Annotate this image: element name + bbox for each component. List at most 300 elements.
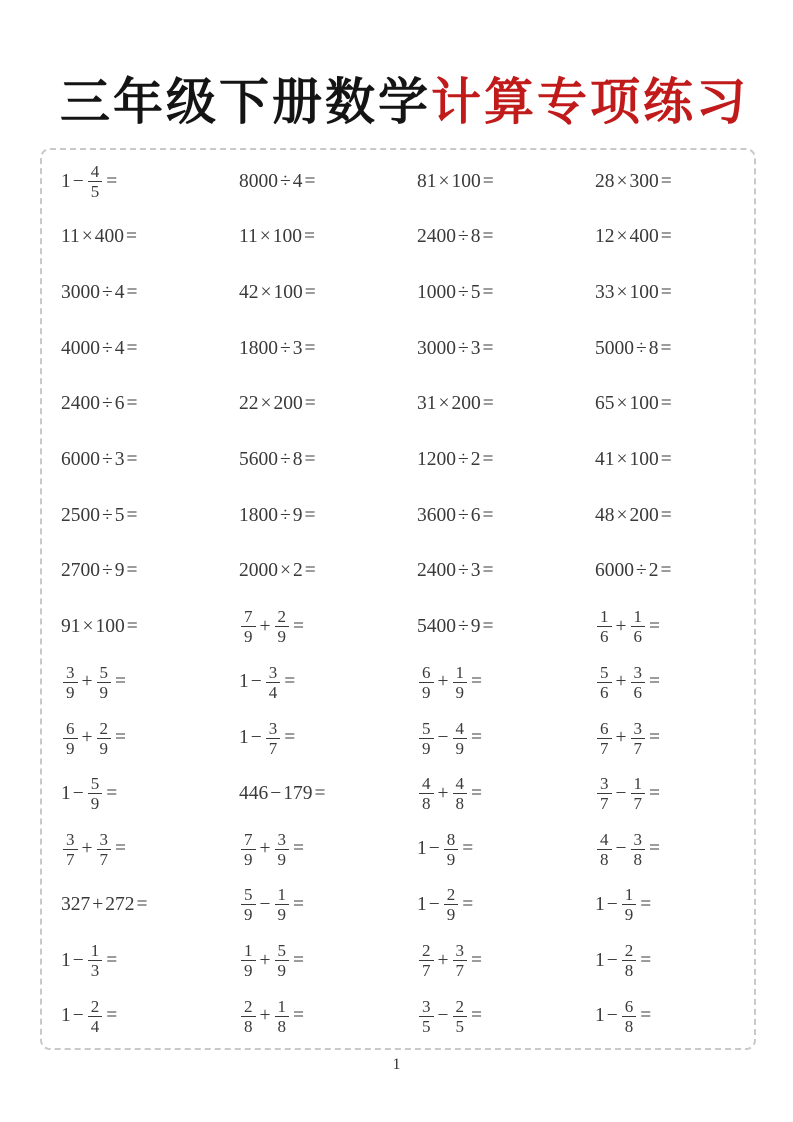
fraction: $\frac{3}{6}$ bbox=[631, 663, 646, 702]
math-token: + bbox=[259, 949, 271, 971]
problem-cell bbox=[42, 265, 220, 321]
fraction: $\frac{2}{8}$ bbox=[241, 997, 256, 1036]
math-token: 446 bbox=[239, 782, 269, 804]
math-token: + bbox=[92, 893, 104, 915]
math-token: 1 bbox=[239, 671, 249, 693]
problem-cell bbox=[398, 822, 576, 878]
math-token: × bbox=[260, 282, 272, 304]
math-token: = bbox=[482, 226, 494, 248]
problem-cell bbox=[220, 321, 398, 377]
math-token: = bbox=[304, 226, 316, 248]
fraction: $\frac{3}{7}$ bbox=[453, 941, 468, 980]
fraction: $\frac{5}{9}$ bbox=[275, 941, 290, 980]
math-token: 100 bbox=[273, 282, 303, 304]
math-token: 100 bbox=[629, 448, 659, 470]
math-token: ÷ bbox=[102, 393, 113, 415]
fraction: $\frac{4}{9}$ bbox=[453, 719, 468, 758]
math-token: − bbox=[606, 1005, 618, 1027]
math-token: 3 bbox=[292, 337, 303, 359]
math-token: 5400 bbox=[417, 615, 456, 637]
math-token: = bbox=[649, 727, 660, 749]
problem-cell bbox=[576, 933, 754, 989]
math-token: 41 bbox=[595, 448, 615, 470]
title-part-red: 计算专项练习 bbox=[431, 73, 749, 130]
math-token: ÷ bbox=[458, 282, 469, 304]
math-token: ÷ bbox=[280, 170, 291, 192]
problem-cell bbox=[220, 822, 398, 878]
math-token: + bbox=[81, 671, 93, 693]
fraction: $\frac{7}{9}$ bbox=[241, 607, 256, 646]
math-token: 100 bbox=[629, 282, 659, 304]
problem-cell bbox=[398, 543, 576, 599]
math-token: = bbox=[106, 170, 118, 192]
math-token: = bbox=[126, 393, 138, 415]
math-token: 400 bbox=[94, 226, 125, 248]
fraction: $\frac{5}{6}$ bbox=[597, 663, 612, 702]
math-token: 2700 bbox=[61, 560, 100, 582]
fraction: $\frac{5}{9}$ bbox=[241, 885, 256, 924]
math-token: + bbox=[81, 838, 93, 860]
math-token: − bbox=[615, 838, 627, 860]
math-token: ÷ bbox=[458, 337, 469, 359]
math-token: = bbox=[649, 838, 660, 860]
math-token: 9 bbox=[292, 504, 303, 526]
math-token: + bbox=[259, 838, 271, 860]
math-token: 2400 bbox=[417, 560, 456, 582]
math-token: + bbox=[437, 782, 449, 804]
math-token: 4000 bbox=[61, 337, 100, 359]
fraction: $\frac{3}{7}$ bbox=[266, 719, 281, 758]
math-token: = bbox=[471, 949, 482, 971]
math-token: 1 bbox=[61, 949, 71, 971]
problem-cell bbox=[398, 377, 576, 433]
math-token: − bbox=[72, 782, 84, 804]
math-token: 4 bbox=[114, 337, 125, 359]
math-token: = bbox=[293, 838, 304, 860]
math-token: 1 bbox=[595, 1005, 605, 1027]
math-token: − bbox=[250, 671, 262, 693]
math-token: = bbox=[106, 949, 118, 971]
math-token: 81 bbox=[417, 170, 437, 192]
math-token: = bbox=[482, 393, 494, 415]
math-token: 2 bbox=[648, 560, 659, 582]
math-token: × bbox=[438, 393, 450, 415]
math-token: 6 bbox=[470, 504, 481, 526]
math-token: = bbox=[482, 504, 494, 526]
title-part-black: 三年级下册数学 bbox=[60, 73, 431, 130]
math-token: 327 bbox=[61, 893, 91, 915]
problem-cell bbox=[576, 154, 754, 210]
problem-cell bbox=[398, 265, 576, 321]
problem-cell bbox=[220, 210, 398, 266]
problem-cell bbox=[220, 710, 398, 766]
math-token: 1 bbox=[61, 782, 71, 804]
fraction: $\frac{2}{9}$ bbox=[97, 719, 112, 758]
math-token: × bbox=[82, 615, 94, 637]
math-token: 2400 bbox=[417, 226, 456, 248]
problem-cell bbox=[398, 655, 576, 711]
math-token: = bbox=[660, 337, 672, 359]
math-token: = bbox=[284, 671, 296, 693]
math-token: = bbox=[314, 782, 326, 804]
math-token: 9 bbox=[114, 560, 125, 582]
problem-cell bbox=[220, 265, 398, 321]
math-token: − bbox=[259, 893, 271, 915]
math-token: = bbox=[462, 893, 474, 915]
problem-cell bbox=[42, 933, 220, 989]
fraction: $\frac{3}{8}$ bbox=[631, 830, 646, 869]
math-token: 2000 bbox=[239, 560, 278, 582]
fraction: $\frac{1}{6}$ bbox=[597, 607, 612, 646]
math-token: 48 bbox=[595, 504, 615, 526]
math-token: ÷ bbox=[102, 448, 113, 470]
math-token: = bbox=[106, 782, 118, 804]
math-token: × bbox=[81, 226, 93, 248]
math-token: − bbox=[72, 170, 84, 192]
math-token: = bbox=[304, 282, 316, 304]
problem-cell bbox=[42, 154, 220, 210]
problem-cell bbox=[576, 988, 754, 1044]
problem-cell bbox=[220, 154, 398, 210]
math-token: 1 bbox=[595, 949, 605, 971]
math-token: = bbox=[660, 170, 672, 192]
problem-cell bbox=[576, 488, 754, 544]
math-token: 2400 bbox=[61, 393, 100, 415]
fraction: $\frac{8}{9}$ bbox=[444, 830, 459, 869]
math-token: 4 bbox=[114, 282, 125, 304]
math-token: ÷ bbox=[280, 448, 291, 470]
math-token: ÷ bbox=[458, 504, 469, 526]
fraction: $\frac{6}{7}$ bbox=[597, 719, 612, 758]
math-token: ÷ bbox=[458, 226, 469, 248]
math-token: = bbox=[304, 448, 316, 470]
math-token: = bbox=[482, 560, 494, 582]
problem-cell bbox=[42, 822, 220, 878]
math-token: 179 bbox=[283, 782, 313, 804]
fraction: $\frac{1}{9}$ bbox=[622, 885, 637, 924]
math-token: 3 bbox=[470, 560, 481, 582]
fraction: $\frac{3}{7}$ bbox=[631, 719, 646, 758]
problem-cell bbox=[576, 599, 754, 655]
math-token: 1800 bbox=[239, 337, 278, 359]
math-token: × bbox=[616, 448, 628, 470]
math-token: 1 bbox=[417, 893, 427, 915]
math-token: ÷ bbox=[280, 504, 291, 526]
math-token: = bbox=[293, 1005, 304, 1027]
math-token: × bbox=[616, 170, 628, 192]
math-token: 91 bbox=[61, 615, 81, 637]
math-token: 42 bbox=[239, 282, 259, 304]
fraction: $\frac{4}{8}$ bbox=[419, 774, 434, 813]
math-token: ÷ bbox=[102, 337, 113, 359]
math-token: 2 bbox=[293, 560, 303, 582]
math-token: − bbox=[437, 1005, 449, 1027]
math-token: 5600 bbox=[239, 448, 278, 470]
math-token: − bbox=[428, 838, 440, 860]
problem-cell bbox=[576, 265, 754, 321]
fraction: $\frac{5}{9}$ bbox=[88, 774, 103, 813]
math-token: = bbox=[126, 448, 138, 470]
problem-cell bbox=[42, 432, 220, 488]
math-token: 272 bbox=[105, 893, 135, 915]
fraction: $\frac{1}{9}$ bbox=[241, 941, 256, 980]
problem-cell bbox=[398, 599, 576, 655]
math-token: = bbox=[126, 282, 138, 304]
problem-cell bbox=[42, 655, 220, 711]
math-token: 1000 bbox=[417, 282, 456, 304]
math-token: 8 bbox=[470, 226, 481, 248]
fraction: $\frac{1}{3}$ bbox=[88, 941, 103, 980]
fraction: $\frac{1}{9}$ bbox=[275, 885, 290, 924]
fraction: $\frac{2}{5}$ bbox=[453, 997, 468, 1036]
problem-cell bbox=[220, 377, 398, 433]
fraction: $\frac{3}{4}$ bbox=[266, 663, 281, 702]
problem-cell bbox=[576, 822, 754, 878]
math-token: = bbox=[126, 560, 138, 582]
math-token: 5 bbox=[470, 282, 481, 304]
math-token: × bbox=[280, 560, 291, 582]
math-token: 3600 bbox=[417, 504, 456, 526]
math-token: 1 bbox=[239, 727, 249, 749]
math-token: + bbox=[615, 671, 627, 693]
fraction: $\frac{7}{9}$ bbox=[241, 830, 256, 869]
math-token: 200 bbox=[451, 393, 481, 415]
math-token: 400 bbox=[629, 226, 659, 248]
math-token: ÷ bbox=[102, 282, 113, 304]
math-token: 100 bbox=[451, 170, 481, 192]
math-token: 4 bbox=[292, 170, 303, 192]
math-token: 3000 bbox=[417, 337, 456, 359]
math-token: = bbox=[304, 504, 316, 526]
problem-cell bbox=[42, 766, 220, 822]
math-token: 5 bbox=[114, 504, 125, 526]
fraction: $\frac{6}{8}$ bbox=[622, 997, 637, 1036]
math-token: − bbox=[428, 893, 440, 915]
math-token: 2500 bbox=[61, 504, 100, 526]
math-token: 3 bbox=[114, 448, 125, 470]
math-token: + bbox=[615, 615, 627, 637]
math-token: = bbox=[304, 170, 316, 192]
math-token: = bbox=[660, 226, 672, 248]
fraction: $\frac{6}{9}$ bbox=[419, 663, 434, 702]
math-token: − bbox=[72, 1005, 84, 1027]
math-token: 31 bbox=[417, 393, 437, 415]
math-token: 3 bbox=[470, 337, 481, 359]
problem-cell bbox=[220, 599, 398, 655]
math-token: = bbox=[471, 727, 482, 749]
math-token: 1 bbox=[595, 893, 605, 915]
math-token: = bbox=[126, 226, 138, 248]
problem-cell bbox=[220, 766, 398, 822]
fraction: $\frac{3}{5}$ bbox=[419, 997, 434, 1036]
math-token: 8000 bbox=[239, 170, 278, 192]
problems-grid bbox=[42, 150, 754, 1048]
problem-cell bbox=[398, 710, 576, 766]
math-token: = bbox=[649, 671, 660, 693]
math-token: = bbox=[115, 671, 126, 693]
math-token: 6 bbox=[114, 393, 125, 415]
fraction: $\frac{3}{7}$ bbox=[63, 830, 78, 869]
math-token: + bbox=[81, 727, 93, 749]
math-token: × bbox=[438, 170, 450, 192]
math-token: = bbox=[126, 615, 138, 637]
fraction: $\frac{1}{7}$ bbox=[631, 774, 646, 813]
problem-cell bbox=[220, 543, 398, 599]
math-token: − bbox=[250, 727, 262, 749]
problem-cell bbox=[220, 655, 398, 711]
problem-cell bbox=[576, 210, 754, 266]
math-token: 11 bbox=[61, 226, 80, 248]
problem-cell bbox=[398, 488, 576, 544]
fraction: $\frac{1}{8}$ bbox=[275, 997, 290, 1036]
fraction: $\frac{3}{7}$ bbox=[97, 830, 112, 869]
math-token: = bbox=[660, 504, 672, 526]
math-token: = bbox=[462, 838, 474, 860]
problem-cell bbox=[576, 877, 754, 933]
math-token: 200 bbox=[629, 504, 659, 526]
problem-cell bbox=[576, 321, 754, 377]
math-token: 8 bbox=[292, 448, 303, 470]
math-token: = bbox=[660, 448, 672, 470]
problem-cell bbox=[576, 543, 754, 599]
math-token: × bbox=[616, 226, 628, 248]
math-token: = bbox=[304, 560, 316, 582]
math-token: ÷ bbox=[102, 504, 113, 526]
math-token: = bbox=[649, 615, 660, 637]
problem-cell bbox=[398, 210, 576, 266]
fraction: $\frac{2}{7}$ bbox=[419, 941, 434, 980]
problem-cell bbox=[42, 543, 220, 599]
math-token: 3000 bbox=[61, 282, 100, 304]
math-token: ÷ bbox=[636, 337, 647, 359]
problems-panel bbox=[40, 148, 756, 1050]
math-token: − bbox=[72, 949, 84, 971]
math-token: = bbox=[660, 560, 672, 582]
math-token: ÷ bbox=[458, 448, 469, 470]
fraction: $\frac{2}{9}$ bbox=[275, 607, 290, 646]
problem-cell bbox=[576, 377, 754, 433]
problem-cell bbox=[220, 988, 398, 1044]
math-token: × bbox=[616, 504, 628, 526]
math-token: = bbox=[304, 337, 316, 359]
problem-cell bbox=[42, 710, 220, 766]
math-token: 100 bbox=[272, 226, 303, 248]
page-number: 1 bbox=[392, 1056, 401, 1073]
math-token: 1 bbox=[417, 838, 427, 860]
math-token: 1200 bbox=[417, 448, 456, 470]
math-token: 5000 bbox=[595, 337, 634, 359]
math-token: × bbox=[616, 393, 628, 415]
problem-cell bbox=[42, 599, 220, 655]
math-token: = bbox=[649, 782, 660, 804]
math-token: 6000 bbox=[595, 560, 634, 582]
fraction: $\frac{4}{8}$ bbox=[453, 774, 468, 813]
fraction: $\frac{1}{6}$ bbox=[631, 607, 646, 646]
math-token: = bbox=[640, 949, 652, 971]
problem-cell bbox=[220, 933, 398, 989]
problem-cell bbox=[398, 432, 576, 488]
math-token: 6000 bbox=[61, 448, 100, 470]
math-token: = bbox=[471, 1005, 482, 1027]
fraction: $\frac{2}{4}$ bbox=[88, 997, 103, 1036]
problem-cell bbox=[398, 321, 576, 377]
math-token: ÷ bbox=[458, 615, 469, 637]
math-token: 8 bbox=[648, 337, 659, 359]
math-token: 22 bbox=[239, 393, 259, 415]
math-token: × bbox=[259, 226, 271, 248]
math-token: = bbox=[115, 727, 126, 749]
math-token: 200 bbox=[273, 393, 303, 415]
math-token: × bbox=[260, 393, 272, 415]
problem-cell bbox=[42, 377, 220, 433]
math-token: = bbox=[293, 615, 304, 637]
math-token: 300 bbox=[629, 170, 659, 192]
math-token: = bbox=[640, 893, 652, 915]
math-token: × bbox=[616, 282, 628, 304]
math-token: = bbox=[660, 282, 672, 304]
math-token: = bbox=[304, 393, 316, 415]
math-token: = bbox=[136, 893, 148, 915]
math-token: 100 bbox=[629, 393, 659, 415]
math-token: = bbox=[640, 1005, 652, 1027]
problem-cell bbox=[576, 710, 754, 766]
math-token: − bbox=[606, 949, 618, 971]
math-token: ÷ bbox=[102, 560, 113, 582]
math-token: ÷ bbox=[458, 560, 469, 582]
problem-cell bbox=[42, 210, 220, 266]
math-token: = bbox=[293, 893, 304, 915]
problem-cell bbox=[42, 321, 220, 377]
math-token: − bbox=[270, 782, 282, 804]
fraction: $\frac{1}{9}$ bbox=[453, 663, 468, 702]
math-token: 1800 bbox=[239, 504, 278, 526]
math-token: − bbox=[437, 727, 449, 749]
math-token: 1 bbox=[61, 1005, 71, 1027]
math-token: 9 bbox=[470, 615, 481, 637]
math-token: ÷ bbox=[280, 337, 291, 359]
fraction: $\frac{2}{9}$ bbox=[444, 885, 459, 924]
problem-cell bbox=[576, 766, 754, 822]
math-token: = bbox=[284, 727, 296, 749]
math-token: = bbox=[106, 1005, 118, 1027]
math-token: = bbox=[126, 337, 138, 359]
problem-cell bbox=[398, 766, 576, 822]
math-token: = bbox=[126, 504, 138, 526]
fraction: $\frac{5}{9}$ bbox=[97, 663, 112, 702]
problem-cell bbox=[576, 432, 754, 488]
math-token: = bbox=[482, 170, 494, 192]
math-token: 12 bbox=[595, 226, 615, 248]
math-token: = bbox=[482, 337, 494, 359]
problem-cell bbox=[42, 988, 220, 1044]
math-token: = bbox=[482, 448, 494, 470]
fraction: $\frac{4}{8}$ bbox=[597, 830, 612, 869]
math-token: 33 bbox=[595, 282, 615, 304]
math-token: 28 bbox=[595, 170, 615, 192]
math-token: = bbox=[482, 615, 494, 637]
problem-cell bbox=[220, 488, 398, 544]
math-token: + bbox=[259, 615, 271, 637]
math-token: = bbox=[471, 782, 482, 804]
math-token: = bbox=[482, 282, 494, 304]
fraction: $\frac{6}{9}$ bbox=[63, 719, 78, 758]
math-token: + bbox=[259, 1005, 271, 1027]
problem-cell bbox=[42, 488, 220, 544]
problem-cell bbox=[398, 877, 576, 933]
fraction: $\frac{3}{7}$ bbox=[597, 774, 612, 813]
math-token: = bbox=[115, 838, 126, 860]
math-token: = bbox=[471, 671, 482, 693]
